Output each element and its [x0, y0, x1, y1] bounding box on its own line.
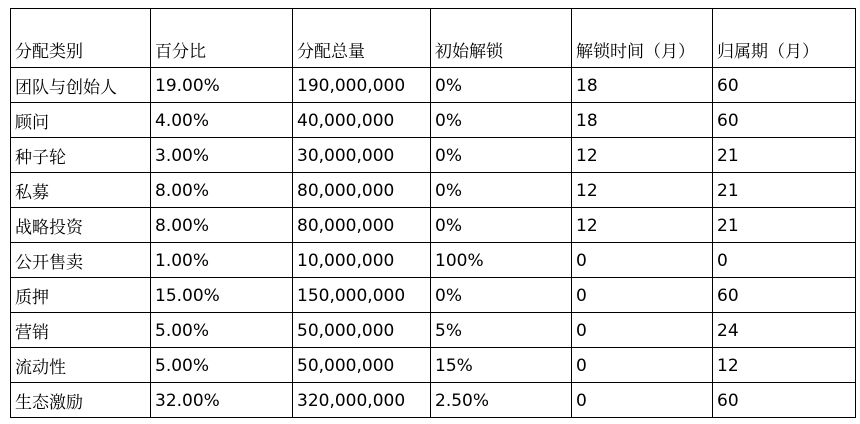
cell-vesting-period: 60	[713, 383, 856, 418]
cell-percentage: 4.00%	[151, 103, 293, 138]
cell-percentage: 1.00%	[151, 243, 293, 278]
cell-initial-unlock: 0%	[431, 173, 572, 208]
cell-vesting-period: 24	[713, 313, 856, 348]
cell-initial-unlock: 0%	[431, 138, 572, 173]
cell-unlock-time: 0	[572, 278, 713, 313]
header-allocation-amount: 分配总量	[293, 9, 431, 68]
cell-amount: 40,000,000	[293, 103, 431, 138]
cell-vesting-period: 12	[713, 348, 856, 383]
table-row	[11, 173, 856, 208]
cell-initial-unlock: 15%	[431, 348, 572, 383]
table-row	[11, 313, 856, 348]
header-unlock-time-label: 解锁时间（月）	[576, 42, 695, 62]
cell-category: 营销	[11, 313, 151, 348]
cell-initial-unlock: 100%	[431, 243, 572, 278]
cell-percentage: 32.00%	[151, 383, 293, 418]
cell-vesting-period: 21	[713, 208, 856, 243]
cell-initial-unlock: 2.50%	[431, 383, 572, 418]
cell-unlock-time: 0	[572, 243, 713, 278]
cell-category: 种子轮	[11, 138, 151, 173]
table-row	[11, 278, 856, 313]
cell-amount: 80,000,000	[293, 208, 431, 243]
token-allocation-table	[10, 8, 856, 418]
cell-vesting-period: 0	[713, 243, 856, 278]
cell-vesting-period: 21	[713, 138, 856, 173]
table-row	[11, 208, 856, 243]
cell-amount: 50,000,000	[293, 348, 431, 383]
cell-amount: 10,000,000	[293, 243, 431, 278]
cell-initial-unlock: 0%	[431, 278, 572, 313]
cell-unlock-time: 12	[572, 208, 713, 243]
table-row	[11, 243, 856, 278]
cell-category: 流动性	[11, 348, 151, 383]
table-row	[11, 138, 856, 173]
header-percentage: 百分比	[151, 9, 293, 68]
cell-amount: 150,000,000	[293, 278, 431, 313]
table-row	[11, 348, 856, 383]
table-row	[11, 68, 856, 103]
cell-category: 质押	[11, 278, 151, 313]
cell-unlock-time: 18	[572, 68, 713, 103]
cell-category: 战略投资	[11, 208, 151, 243]
cell-vesting-period: 60	[713, 278, 856, 313]
cell-percentage: 8.00%	[151, 173, 293, 208]
cell-amount: 30,000,000	[293, 138, 431, 173]
cell-category: 生态激励	[11, 383, 151, 418]
cell-vesting-period: 21	[713, 173, 856, 208]
cell-percentage: 5.00%	[151, 313, 293, 348]
cell-category: 顾问	[11, 103, 151, 138]
cell-unlock-time: 0	[572, 348, 713, 383]
cell-percentage: 8.00%	[151, 208, 293, 243]
cell-percentage: 15.00%	[151, 278, 293, 313]
cell-initial-unlock: 0%	[431, 103, 572, 138]
cell-vesting-period: 60	[713, 103, 856, 138]
cell-amount: 50,000,000	[293, 313, 431, 348]
table-header-row	[11, 9, 856, 68]
cell-percentage: 5.00%	[151, 348, 293, 383]
header-initial-unlock: 初始解锁	[431, 9, 572, 68]
cell-unlock-time: 18	[572, 103, 713, 138]
cell-amount: 320,000,000	[293, 383, 431, 418]
cell-category: 团队与创始人	[11, 68, 151, 103]
cell-amount: 80,000,000	[293, 173, 431, 208]
table-row	[11, 383, 856, 418]
cell-initial-unlock: 0%	[431, 208, 572, 243]
header-allocation-category: 分配类别	[11, 9, 151, 68]
header-unlock-time	[572, 9, 713, 68]
cell-unlock-time: 12	[572, 173, 713, 208]
cell-initial-unlock: 5%	[431, 313, 572, 348]
cell-initial-unlock: 0%	[431, 68, 572, 103]
cell-unlock-time: 0	[572, 383, 713, 418]
cell-percentage: 19.00%	[151, 68, 293, 103]
cell-category: 私募	[11, 173, 151, 208]
cell-vesting-period: 60	[713, 68, 856, 103]
cell-unlock-time: 0	[572, 313, 713, 348]
cell-unlock-time: 12	[572, 138, 713, 173]
table-row	[11, 103, 856, 138]
header-vesting-period: 归属期（月）	[713, 9, 856, 68]
cell-percentage: 3.00%	[151, 138, 293, 173]
cell-amount: 190,000,000	[293, 68, 431, 103]
cell-category: 公开售卖	[11, 243, 151, 278]
